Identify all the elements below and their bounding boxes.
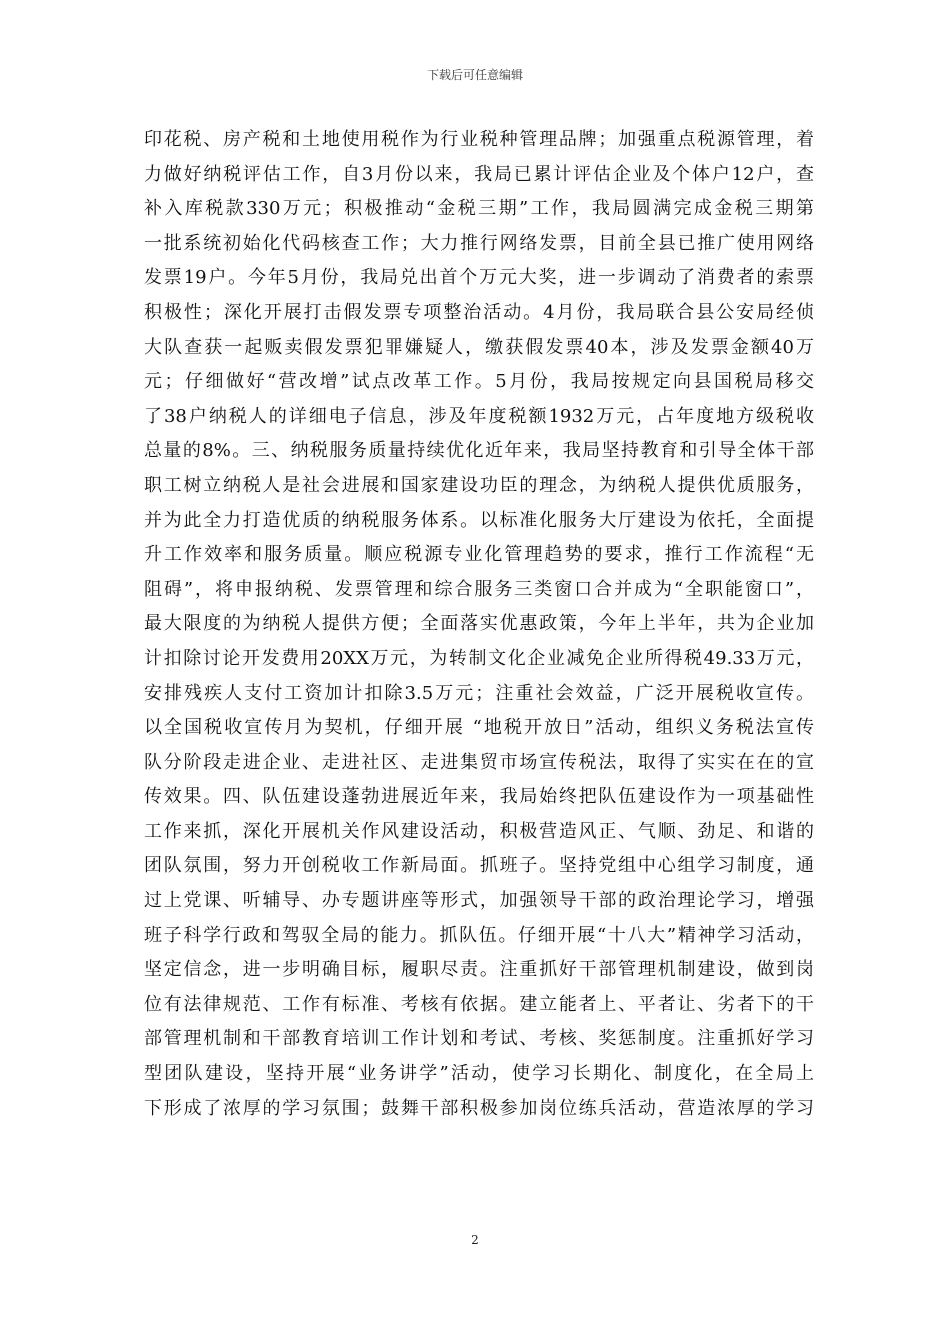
page-number: 2: [471, 1233, 479, 1247]
body-line: 型团队建设，坚持开展“业务讲学”活动，使学习长期化、制度化，在全局上: [144, 1063, 814, 1085]
body-line: 补入库税款330万元；积极推动“金税三期”工作，我局圆满完成金税三期第: [144, 198, 814, 220]
body-line: 坚定信念，进一步明确目标，履职尽责。注重抓好干部管理机制建设，做到岗: [144, 959, 814, 981]
body-line: 印花税、房产税和土地使用税作为行业税种管理品牌；加强重点税源管理，着: [144, 129, 814, 150]
body-line: 职工树立纳税人是社会进展和国家建设功臣的理念，为纳税人提供优质服务，: [144, 474, 814, 496]
body-line: 最大限度的为纳税人提供方便；全面落实优惠政策，今年上半年，共为企业加: [144, 613, 814, 635]
body-line: 安排残疾人支付工资加计扣除3.5万元；注重社会效益，广泛开展税收宣传。: [144, 682, 814, 704]
body-line: 并为此全力打造优质的纳税服务体系。以标准化服务大厅建设为依托，全面提: [144, 509, 814, 531]
body-line: 升工作效率和服务质量。顺应税源专业化管理趋势的要求，推行工作流程“无: [144, 544, 814, 566]
body-line: 团队氛围，努力开创税收工作新局面。抓班子。坚持党组中心组学习制度，通: [144, 855, 814, 877]
body-line: 发票19户。今年5月份，我局兑出首个万元大奖，进一步调动了消费者的索票: [144, 267, 814, 289]
body-line: 位有法律规范、工作有标准、考核有依据。建立能者上、平者让、劣者下的干: [144, 993, 814, 1015]
page-header: 下载后可任意编辑: [426, 68, 523, 82]
body-line: 班子科学行政和驾驭全局的能力。抓队伍。仔细开展“十八大”精神学习活动，: [144, 924, 814, 946]
body-line: 过上党课、听辅导、办专题讲座等形式，加强领导干部的政治理论学习，增强: [144, 890, 814, 912]
body-line: 总量的8%。三、纳税服务质量持续优化近年来，我局坚持教育和引导全体干部: [144, 440, 814, 462]
body-line: 元；仔细做好“营改增”试点改革工作。5月份，我局按规定向县国税局移交: [144, 371, 814, 393]
body-line: 大队查获一起贩卖假发票犯罪嫌疑人，缴获假发票40本，涉及发票金额40万: [144, 336, 814, 358]
body-line: 以全国税收宣传月为契机，仔细开展 “地税开放日”活动，组织义务税法宣传: [144, 717, 814, 739]
body-line: 队分阶段走进企业、走进社区、走进集贸市场宣传税法，取得了实实在在的宣: [144, 751, 814, 773]
body-line: 了38户纳税人的详细电子信息，涉及年度税额1932万元，占年度地方级税收: [144, 405, 814, 427]
body-line: 一批系统初始化代码核查工作；大力推行网络发票，目前全县已推广使用网络: [144, 232, 814, 254]
body-line: 阻碍”，将申报纳税、发票管理和综合服务三类窗口合并成为“全职能窗口”，: [144, 578, 814, 600]
body-text: [144, 123, 814, 1126]
body-line: 积极性；深化开展打击假发票专项整治活动。4月份，我局联合县公安局经侦: [144, 301, 814, 323]
body-line: 工作来抓，深化开展机关作风建设活动，积极营造风正、气顺、劲足、和谐的: [144, 820, 814, 842]
body-line: 计扣除讨论开发费用20XX万元，为转制文化企业减免企业所得税49.33万元，: [144, 647, 814, 669]
body-line: 力做好纳税评估工作，自3月份以来，我局已累计评估企业及个体户12户，查: [144, 163, 814, 185]
body-line: 传效果。四、队伍建设蓬勃进展近年来，我局始终把队伍建设作为一项基础性: [144, 786, 814, 808]
body-line: 部管理机制和干部教育培训工作计划和考试、考核、奖惩制度。注重抓好学习: [144, 1028, 814, 1050]
body-line: 下形成了浓厚的学习氛围；鼓舞干部积极参加岗位练兵活动，营造浓厚的学习: [144, 1097, 814, 1119]
